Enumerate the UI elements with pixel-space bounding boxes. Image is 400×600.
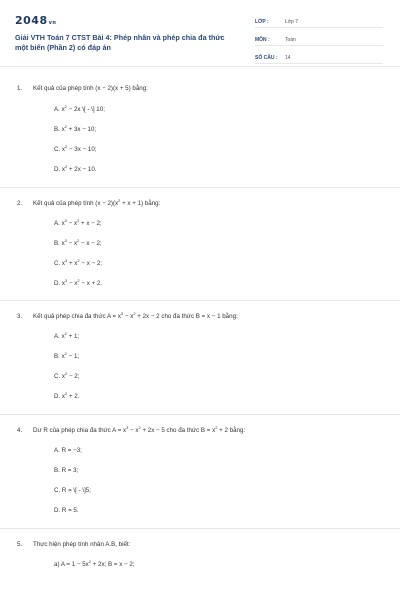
- question-number: 5.: [17, 541, 23, 548]
- option-a: a) $A = 1 - 5x^2 + 2x$; B = x − 2;: [54, 559, 135, 568]
- question-stem: [17, 427, 400, 434]
- site-logo[interactable]: 2048vn: [15, 14, 57, 27]
- question-2: [0, 188, 400, 287]
- question-text: Thực hiện phép tính nhân A.B, biết:: [33, 541, 131, 548]
- question-text: Kết quả của phép tính $(x - 2)(x^2 + x + 1)$ bằng:: [33, 198, 161, 207]
- question-stem: [17, 541, 400, 548]
- option-c: C. $x^3 + x^2 - x - 2$;: [54, 258, 102, 267]
- option-a: A. R = −3;: [54, 447, 82, 454]
- meta-row-grade: [255, 14, 383, 28]
- option-d: D. $x^2 + 2$.: [54, 391, 80, 400]
- option-a: A. $x^2 - 2x$ \[ - \] 10;: [54, 104, 105, 113]
- meta-value: Toán: [285, 37, 296, 43]
- option-c: C. R = \[ - \]5;: [54, 487, 91, 494]
- option-b: B. R = 3;: [54, 467, 79, 474]
- meta-value: Lớp 7: [285, 19, 299, 25]
- question-text: Kết quả của phép tính (x − 2)(x + 5) bằng:: [33, 85, 148, 92]
- option-d: D. $x^2 + 2x - 10$.: [54, 164, 97, 173]
- option-d: D. $x^3 - x^2 - x + 2$.: [54, 278, 102, 287]
- question-stem: [17, 200, 400, 207]
- option-c: C. $x^2 - 2$;: [54, 371, 80, 380]
- meta-key: LỚP :: [255, 19, 269, 25]
- question-text: Kết quả phép chia đa thức $A = x^3 - x^2 + 2x - 2$ cho đa thức B = x − 1 bằng:: [33, 311, 238, 320]
- question-number: 1.: [17, 85, 23, 92]
- option-a: A. $x^3 - x^2 + x - 2$;: [54, 218, 102, 227]
- option-b: B. $x^2 + 3x - 10$;: [54, 124, 97, 133]
- meta-info: [255, 14, 383, 64]
- meta-row-count: [255, 50, 383, 64]
- question-number: 3.: [17, 313, 23, 320]
- question-4: [0, 415, 400, 514]
- meta-row-subject: [255, 32, 383, 46]
- page-header: [0, 0, 400, 66]
- option-b: B. $x^3 - x^2 - x - 2$;: [54, 238, 102, 247]
- option-b: B. $x^2 - 1$;: [54, 351, 80, 360]
- option-c: C. $x^2 - 3x - 10$;: [54, 144, 97, 153]
- question-stem: [17, 85, 400, 92]
- option-d: D. R = 5.: [54, 507, 79, 514]
- meta-key: MÔN :: [255, 37, 270, 43]
- document-title: Giải VTH Toán 7 CTST Bài 4: Phép nhân và phép chia đa thức một biến (Phần 2) có đáp án: [15, 33, 225, 52]
- meta-key: SỐ CÂU :: [255, 55, 278, 61]
- question-number: 4.: [17, 427, 23, 434]
- meta-value: 14: [285, 55, 291, 61]
- question-1: [0, 67, 400, 173]
- question-text: Dư R của phép chia đa thức $A = x^3 - x^2 + 2x - 5$ cho đa thức $B = x^2 + 2$ bằng:: [33, 425, 246, 434]
- question-5: [0, 529, 400, 568]
- option-a: A. $x^2 + 1$;: [54, 331, 80, 340]
- question-number: 2.: [17, 200, 23, 207]
- question-3: [0, 301, 400, 400]
- question-stem: [17, 313, 400, 320]
